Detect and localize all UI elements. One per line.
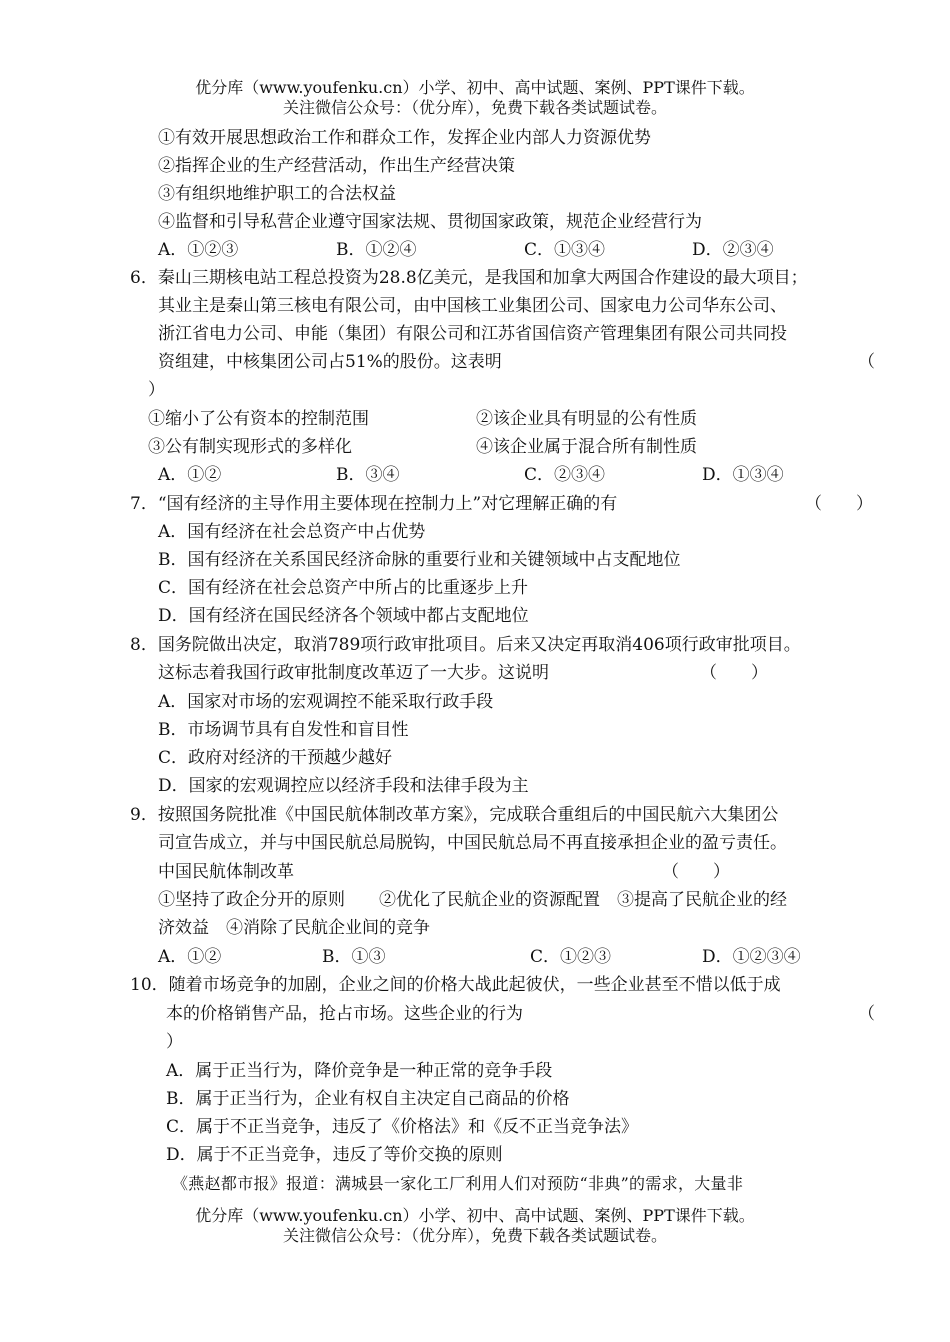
q6-stem-line-3: 浙江省电力公司、申能（集团）有限公司和江苏省国信资产管理集团有限公司共同投 [158, 324, 787, 344]
q9-stem-line-3: 中国民航体制改革 [158, 862, 294, 882]
q10-option-c: C．属于不正当竞争，违反了《价格法》和《反不正当竞争法》 [166, 1117, 639, 1137]
q10-answer-paren-open: （ [858, 1004, 875, 1024]
q10-option-b: B．属于正当行为，企业有权自主决定自己商品的价格 [166, 1089, 570, 1109]
q6-option-a: A．①② [158, 465, 222, 485]
q6-option-b: B．③④ [336, 465, 400, 485]
q9-answer-paren: （ ） [662, 862, 730, 882]
q9-items-line-2: 济效益 ④消除了民航企业间的竞争 [158, 918, 430, 938]
q5-option-c: C．①③④ [524, 240, 606, 260]
q5-item-4: ④监督和引导私营企业遵守国家法规、贯彻国家政策，规范企业经营行为 [158, 212, 702, 232]
q6-stem-line-2: 其业主是秦山第三核电有限公司，由中国核工业集团公司、国家电力公司华东公司、 [158, 296, 787, 316]
news-excerpt: 《燕赵都市报》报道：满城县一家化工厂利用人们对预防“非典”的需求，大量非 [172, 1174, 744, 1193]
q7-stem: 7．“国有经济的主导作用主要体现在控制力上”对它理解正确的有 [130, 494, 618, 514]
q8-option-d: D．国家的宏观调控应以经济手段和法律手段为主 [158, 776, 529, 796]
q9-stem-line-1: 9．按照国务院批准《中国民航体制改革方案》，完成联合重组后的中国民航六大集团公 [130, 805, 779, 825]
q8-option-c: C．政府对经济的干预越少越好 [158, 748, 393, 768]
q8-option-b: B．市场调节具有自发性和盲目性 [158, 720, 409, 740]
q7-option-a: A．国有经济在社会总资产中占优势 [158, 522, 426, 542]
q6-item-1: ①缩小了公有资本的控制范围 [148, 409, 369, 429]
q6-item-2: ②该企业具有明显的公有性质 [476, 409, 697, 429]
q5-item-1: ①有效开展思想政治工作和群众工作，发挥企业内部人力资源优势 [158, 128, 651, 148]
q9-option-b: B．①③ [322, 947, 386, 967]
q6-answer-paren-close: ） [148, 380, 165, 400]
q9-stem-line-2: 司宣告成立，并与中国民航总局脱钩，中国民航总局不再直接承担企业的盈亏责任。 [158, 833, 787, 853]
q6-answer-paren-open: （ [858, 352, 875, 372]
q9-option-a: A．①② [158, 947, 222, 967]
q5-option-d: D．②③④ [692, 240, 774, 260]
q5-item-3: ③有组织地维护职工的合法权益 [158, 184, 396, 204]
header-line-2: 关注微信公众号：（优分库），免费下载各类试题试卷。 [282, 98, 667, 117]
q6-option-d: D．①③④ [702, 465, 784, 485]
q8-stem-line-2: 这标志着我国行政审批制度改革迈了一大步。这说明 [158, 663, 549, 683]
q7-option-c: C．国有经济在社会总资产中所占的比重逐步上升 [158, 578, 529, 598]
q6-item-4: ④该企业属于混合所有制性质 [476, 437, 697, 457]
q10-option-a: A．属于正当行为，降价竞争是一种正常的竞争手段 [166, 1061, 553, 1081]
q10-stem-line-1: 10．随着市场竞争的加剧，企业之间的价格大战此起彼伏，一些企业甚至不惜以低于成 [130, 975, 781, 995]
footer-line-2: 关注微信公众号：（优分库），免费下载各类试题试卷。 [282, 1226, 667, 1245]
q7-option-b: B．国有经济在关系国民经济命脉的重要行业和关键领域中占支配地位 [158, 550, 681, 570]
q5-option-b: B．①②④ [336, 240, 417, 260]
q7-answer-paren: （ ） [805, 494, 873, 514]
q10-answer-paren-close: ） [166, 1032, 183, 1052]
q5-item-2: ②指挥企业的生产经营活动，作出生产经营决策 [158, 156, 515, 176]
footer-line-1: 优分库（www.youfenku.cn）小学、初中、高中试题、案例、PPT课件下载。 [195, 1206, 755, 1225]
q6-item-3: ③公有制实现形式的多样化 [148, 437, 352, 457]
q5-option-a: A．①②③ [158, 240, 239, 260]
q9-option-c: C．①②③ [530, 947, 612, 967]
q8-stem-line-1: 8．国务院做出决定，取消789项行政审批项目。后来又决定再取消406项行政审批项目。 [130, 635, 801, 655]
q10-stem-line-2: 本的价格销售产品，抢占市场。这些企业的行为 [166, 1004, 523, 1024]
q6-stem-line-1: 6．秦山三期核电站工程总投资为28.8亿美元，是我国和加拿大两国合作建设的最大项目； [130, 268, 808, 288]
q9-items-line-1: ①坚持了政企分开的原则 ②优化了民航企业的资源配置 ③提高了民航企业的经 [158, 890, 787, 910]
header-line-1: 优分库（www.youfenku.cn）小学、初中、高中试题、案例、PPT课件下载。 [195, 78, 755, 97]
q6-stem-line-4: 资组建，中核集团公司占51%的股份。这表明 [158, 352, 502, 372]
q8-answer-paren: （ ） [700, 663, 768, 683]
q8-option-a: A．国家对市场的宏观调控不能采取行政手段 [158, 692, 494, 712]
q10-option-d: D．属于不正当竞争，违反了等价交换的原则 [166, 1145, 503, 1165]
q6-option-c: C．②③④ [524, 465, 606, 485]
q7-option-d: D．国有经济在国民经济各个领域中都占支配地位 [158, 606, 529, 626]
q9-option-d: D．①②③④ [702, 947, 801, 967]
